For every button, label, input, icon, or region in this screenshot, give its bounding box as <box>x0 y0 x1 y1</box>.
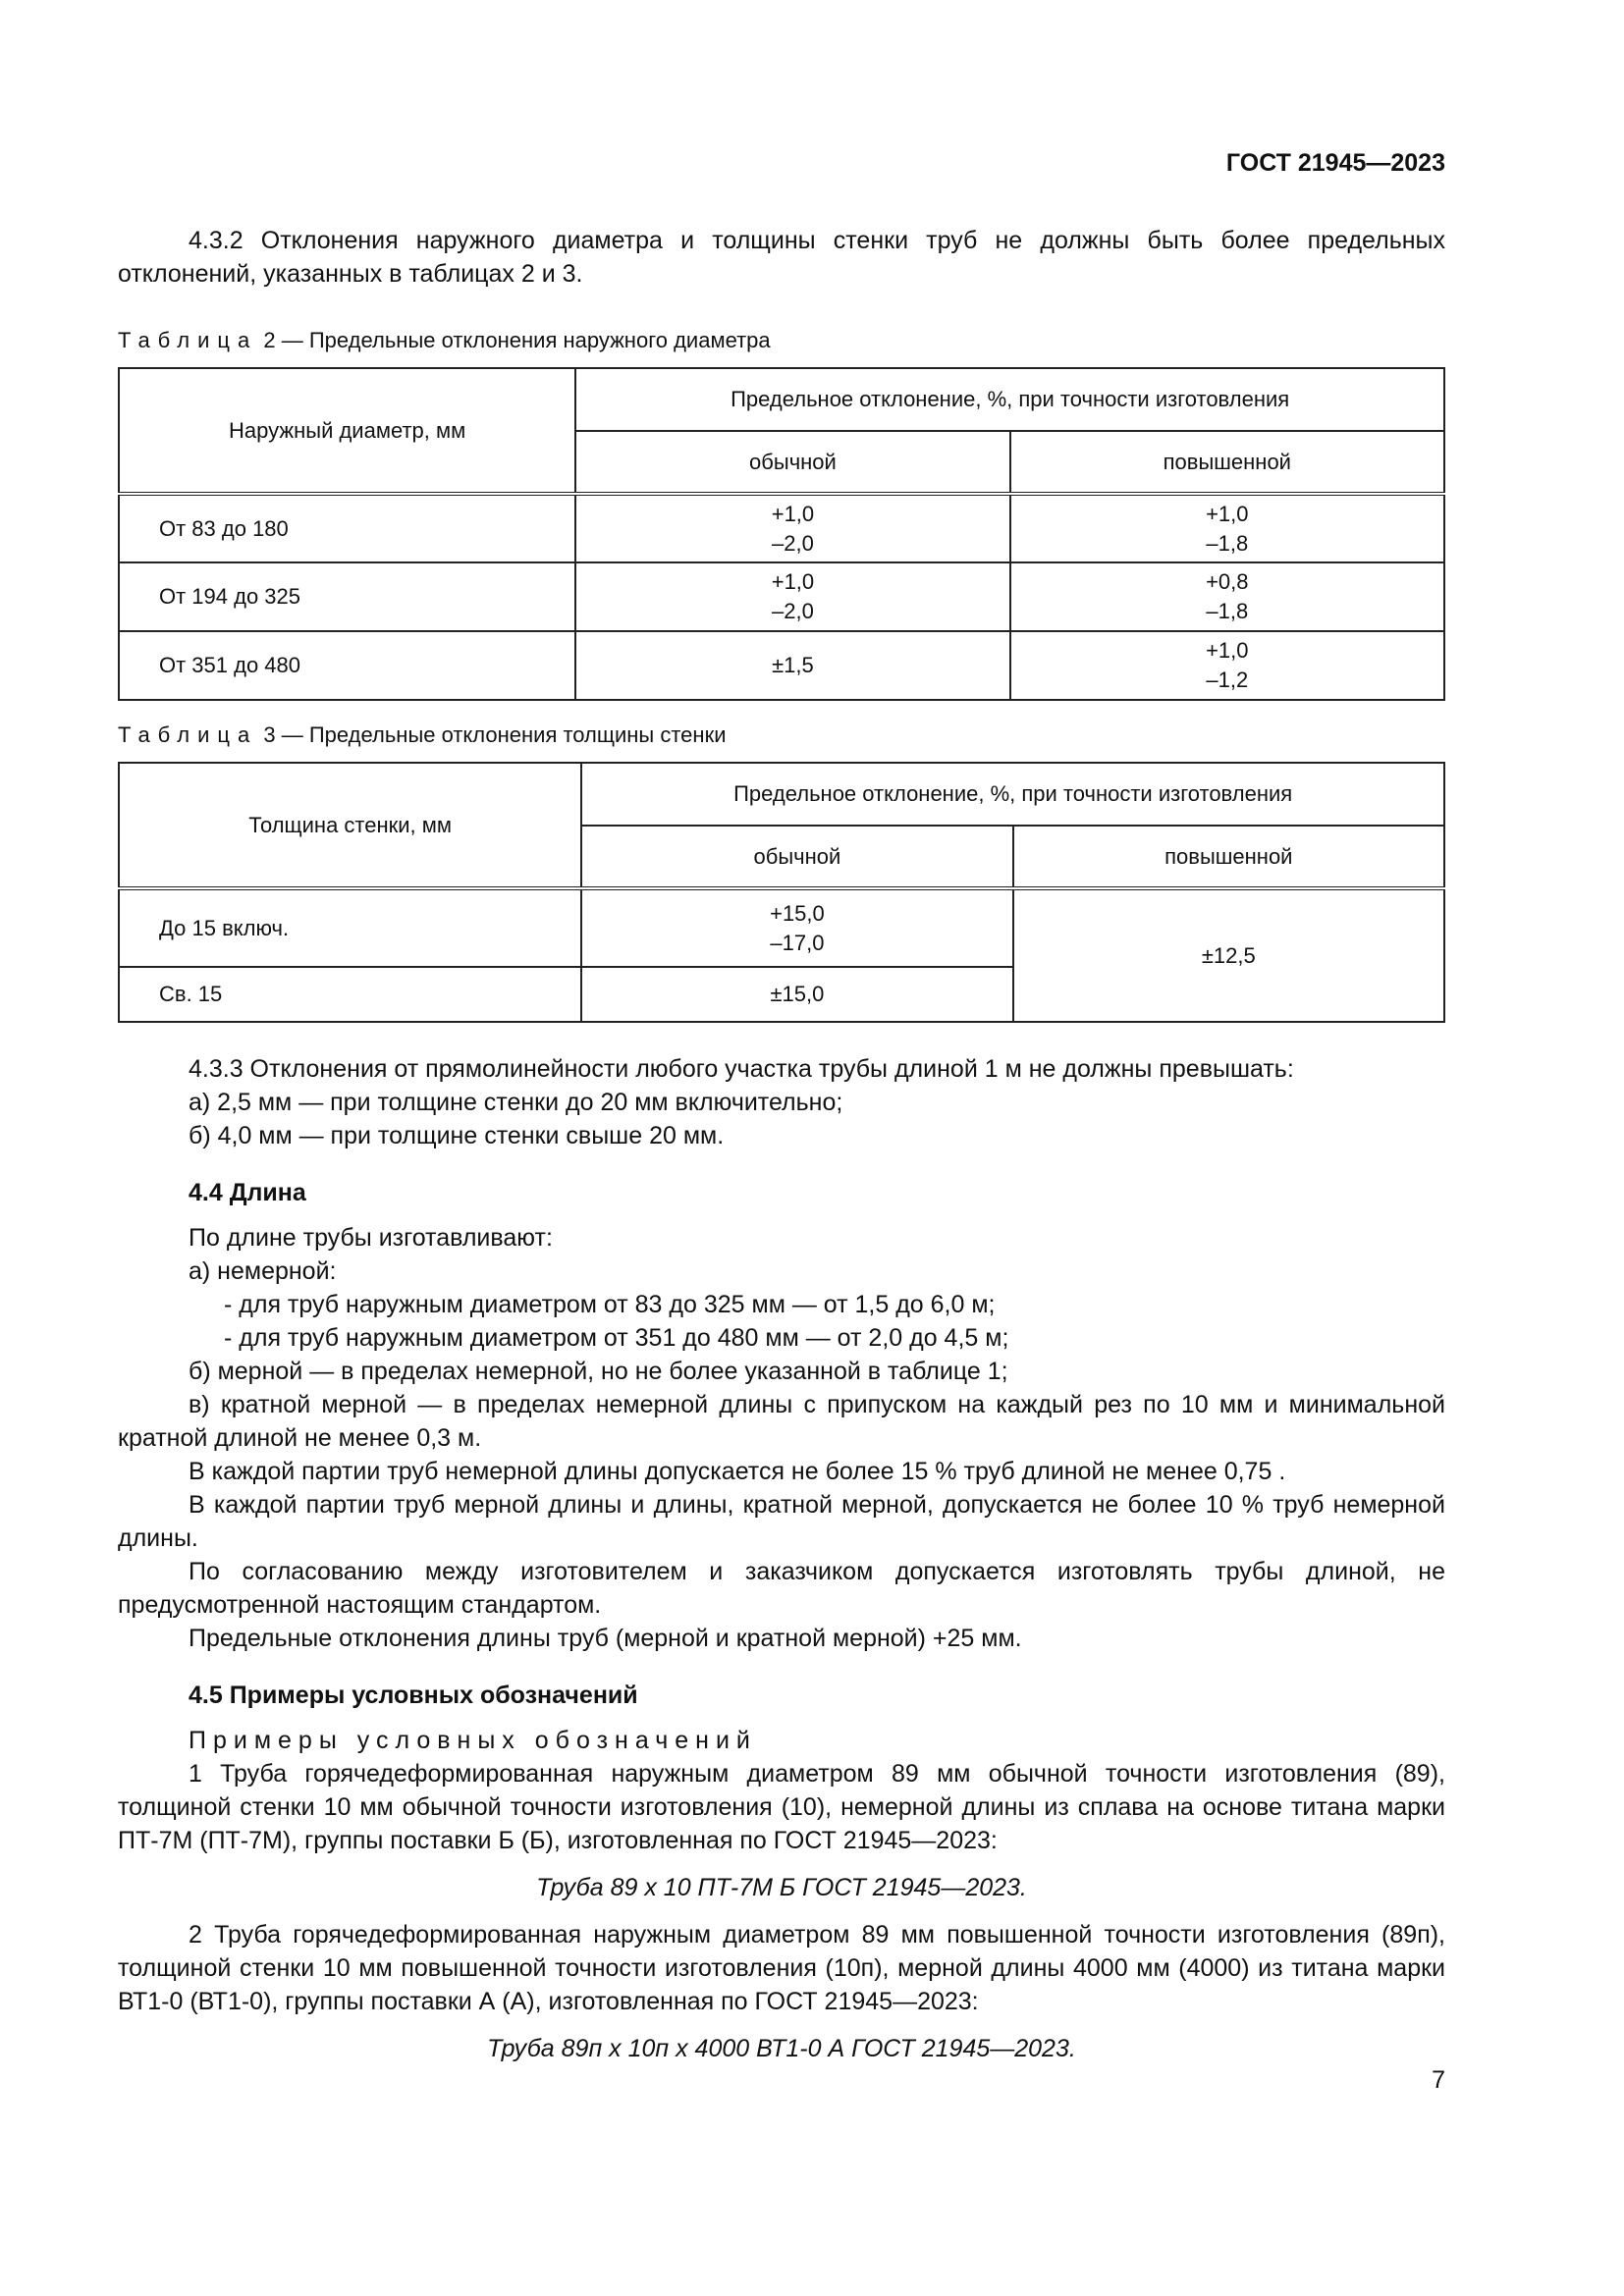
table2-cell-normal: ±1,5 <box>575 631 1009 700</box>
table-row <box>119 631 1444 700</box>
value-lower: –17,0 <box>770 930 825 955</box>
table3-caption <box>118 719 1445 752</box>
example-1-designation: Труба 89 х 10 ПТ-7М Б ГОСТ 21945—2023. <box>536 1874 1027 1901</box>
table3-cell-wall: Св. 15 <box>119 967 581 1022</box>
paragraph-4-3-3: 4.3.3 Отклонения от прямолинейности любого участка трубы длиной 1 м не должны превышать: <box>189 1055 1294 1083</box>
table2-cell-high <box>1010 631 1444 700</box>
table2-header-high: повышенной <box>1010 431 1444 494</box>
section-heading-4-4: 4.4 Длина <box>189 1179 306 1206</box>
paragraph: По длине трубы изготавливают: <box>189 1224 553 1252</box>
page-content <box>118 224 1445 2079</box>
section-heading-4-5: 4.5 Примеры условных обозначений <box>189 1682 638 1709</box>
list-item: - для труб наружным диаметром от 351 до 480 мм — от 2,0 до 4,5 м; <box>224 1324 1009 1352</box>
list-item: в) кратной мерной — в пределах немерной длины с припуском на каждый рез по 10 мм и минимальной кратной длиной не менее 0,3 м. <box>118 1391 1445 1452</box>
value-upper: +0,8 <box>1206 569 1249 594</box>
table3-caption-text: 3 — Предельные отклонения толщины стенки <box>263 722 727 747</box>
table2-caption-label: Таблица <box>118 328 258 352</box>
table3-header-wall: Толщина стенки, мм <box>119 763 581 888</box>
table-row <box>119 888 1444 967</box>
example-2-designation: Труба 89п х 10п х 4000 ВТ1-0 А ГОСТ 21945—2023. <box>487 2035 1076 2062</box>
table3-cell-high-merged: ±12,5 <box>1013 888 1444 1022</box>
table2-header-normal: обычной <box>575 431 1009 494</box>
table3-header-normal: обычной <box>581 826 1012 888</box>
table-row <box>119 562 1444 631</box>
value-upper: +1,0 <box>771 569 815 594</box>
paragraph: Предельные отклонения длины труб (мерной и кратной мерной) +25 мм. <box>189 1625 1022 1652</box>
table2-cell-diameter: От 83 до 180 <box>119 494 575 562</box>
list-item: б) мерной — в пределах немерной, но не более указанной в таблице 1; <box>189 1358 1008 1385</box>
value-upper: +1,0 <box>771 501 815 526</box>
paragraph: В каждой партии труб мерной длины и длины, кратной мерной, допускается не более 10 % труб немерной длины. <box>118 1491 1445 1552</box>
list-item: - для труб наружным диаметром от 83 до 325 мм — от 1,5 до 6,0 м; <box>224 1291 996 1318</box>
table2-cell-diameter: От 194 до 325 <box>119 562 575 631</box>
example-1: 1 Труба горячедеформированная наружным диаметром 89 мм обычной точности изготовления (89), толщиной стенки 10 мм обычной точности изготовления (10), немерной длины из сплава на основе титана марки ПТ-7М (ПТ-7М), группы поставки Б (Б), изготовленная по ГОСТ 21945—2023: <box>118 1760 1445 1854</box>
table2 <box>118 367 1445 701</box>
table3-caption-label: Таблица <box>118 722 258 747</box>
value-lower: –1,8 <box>1206 599 1249 623</box>
list-item: а) 2,5 мм — при толщине стенки до 20 мм включительно; <box>189 1089 843 1116</box>
table2-cell-normal <box>575 494 1009 562</box>
table2-cell-high <box>1010 562 1444 631</box>
table3-cell-normal: ±15,0 <box>581 967 1012 1022</box>
value-upper: +1,0 <box>1206 638 1249 663</box>
table2-header-deviation: Предельное отклонение, %, при точности изготовления <box>575 368 1444 431</box>
value-upper: +1,0 <box>1206 501 1249 526</box>
value-lower: –1,2 <box>1206 667 1249 692</box>
table2-caption <box>118 324 1445 357</box>
value-lower: –1,8 <box>1206 530 1249 556</box>
example-2: 2 Труба горячедеформированная наружным диаметром 89 мм повышенной точности изготовления (89п), толщиной стенки 10 мм повышенной точности изготовления (10п), мерной длины 4000 мм (4000) из титана марки ВТ1-0 (ВТ1-0), группы поставки А (А), изготовленная по ГОСТ 21945—2023: <box>118 1921 1445 2015</box>
paragraph: По согласованию между изготовителем и заказчиком допускается изготовлять трубы длиной, не предусмотренной настоящим стандартом. <box>118 1558 1445 1619</box>
table3 <box>118 762 1445 1023</box>
table3-header-deviation: Предельное отклонение, %, при точности изготовления <box>581 763 1444 826</box>
table2-header-diameter: Наружный диаметр, мм <box>119 368 575 494</box>
table3-cell-wall: До 15 включ. <box>119 888 581 967</box>
value-lower: –2,0 <box>772 599 814 623</box>
table-row <box>119 494 1444 562</box>
table3-header-high: повышенной <box>1013 826 1444 888</box>
table2-caption-text: 2 — Предельные отклонения наружного диаметра <box>263 328 771 352</box>
list-item: б) 4,0 мм — при толщине стенки свыше 20 мм. <box>189 1122 725 1149</box>
value-lower: –2,0 <box>772 530 814 556</box>
list-item: а) немерной: <box>189 1257 337 1285</box>
value-upper: +15,0 <box>770 900 825 926</box>
table2-cell-high <box>1010 494 1444 562</box>
table3-cell-normal <box>581 888 1012 967</box>
examples-title: Примеры условных обозначений <box>189 1727 757 1754</box>
document-code: ГОСТ 21945—2023 <box>1225 149 1445 177</box>
page-number: 7 <box>1432 2066 1445 2094</box>
table2-cell-diameter: От 351 до 480 <box>119 631 575 700</box>
paragraph-4-3-2: 4.3.2 Отклонения наружного диаметра и толщины стенки труб не должны быть более предельных отклонений, указанных в таблицах 2 и 3. <box>118 227 1445 288</box>
table2-cell-normal <box>575 562 1009 631</box>
paragraph: В каждой партии труб немерной длины допускается не более 15 % труб длиной не менее 0,75 . <box>189 1458 1286 1485</box>
